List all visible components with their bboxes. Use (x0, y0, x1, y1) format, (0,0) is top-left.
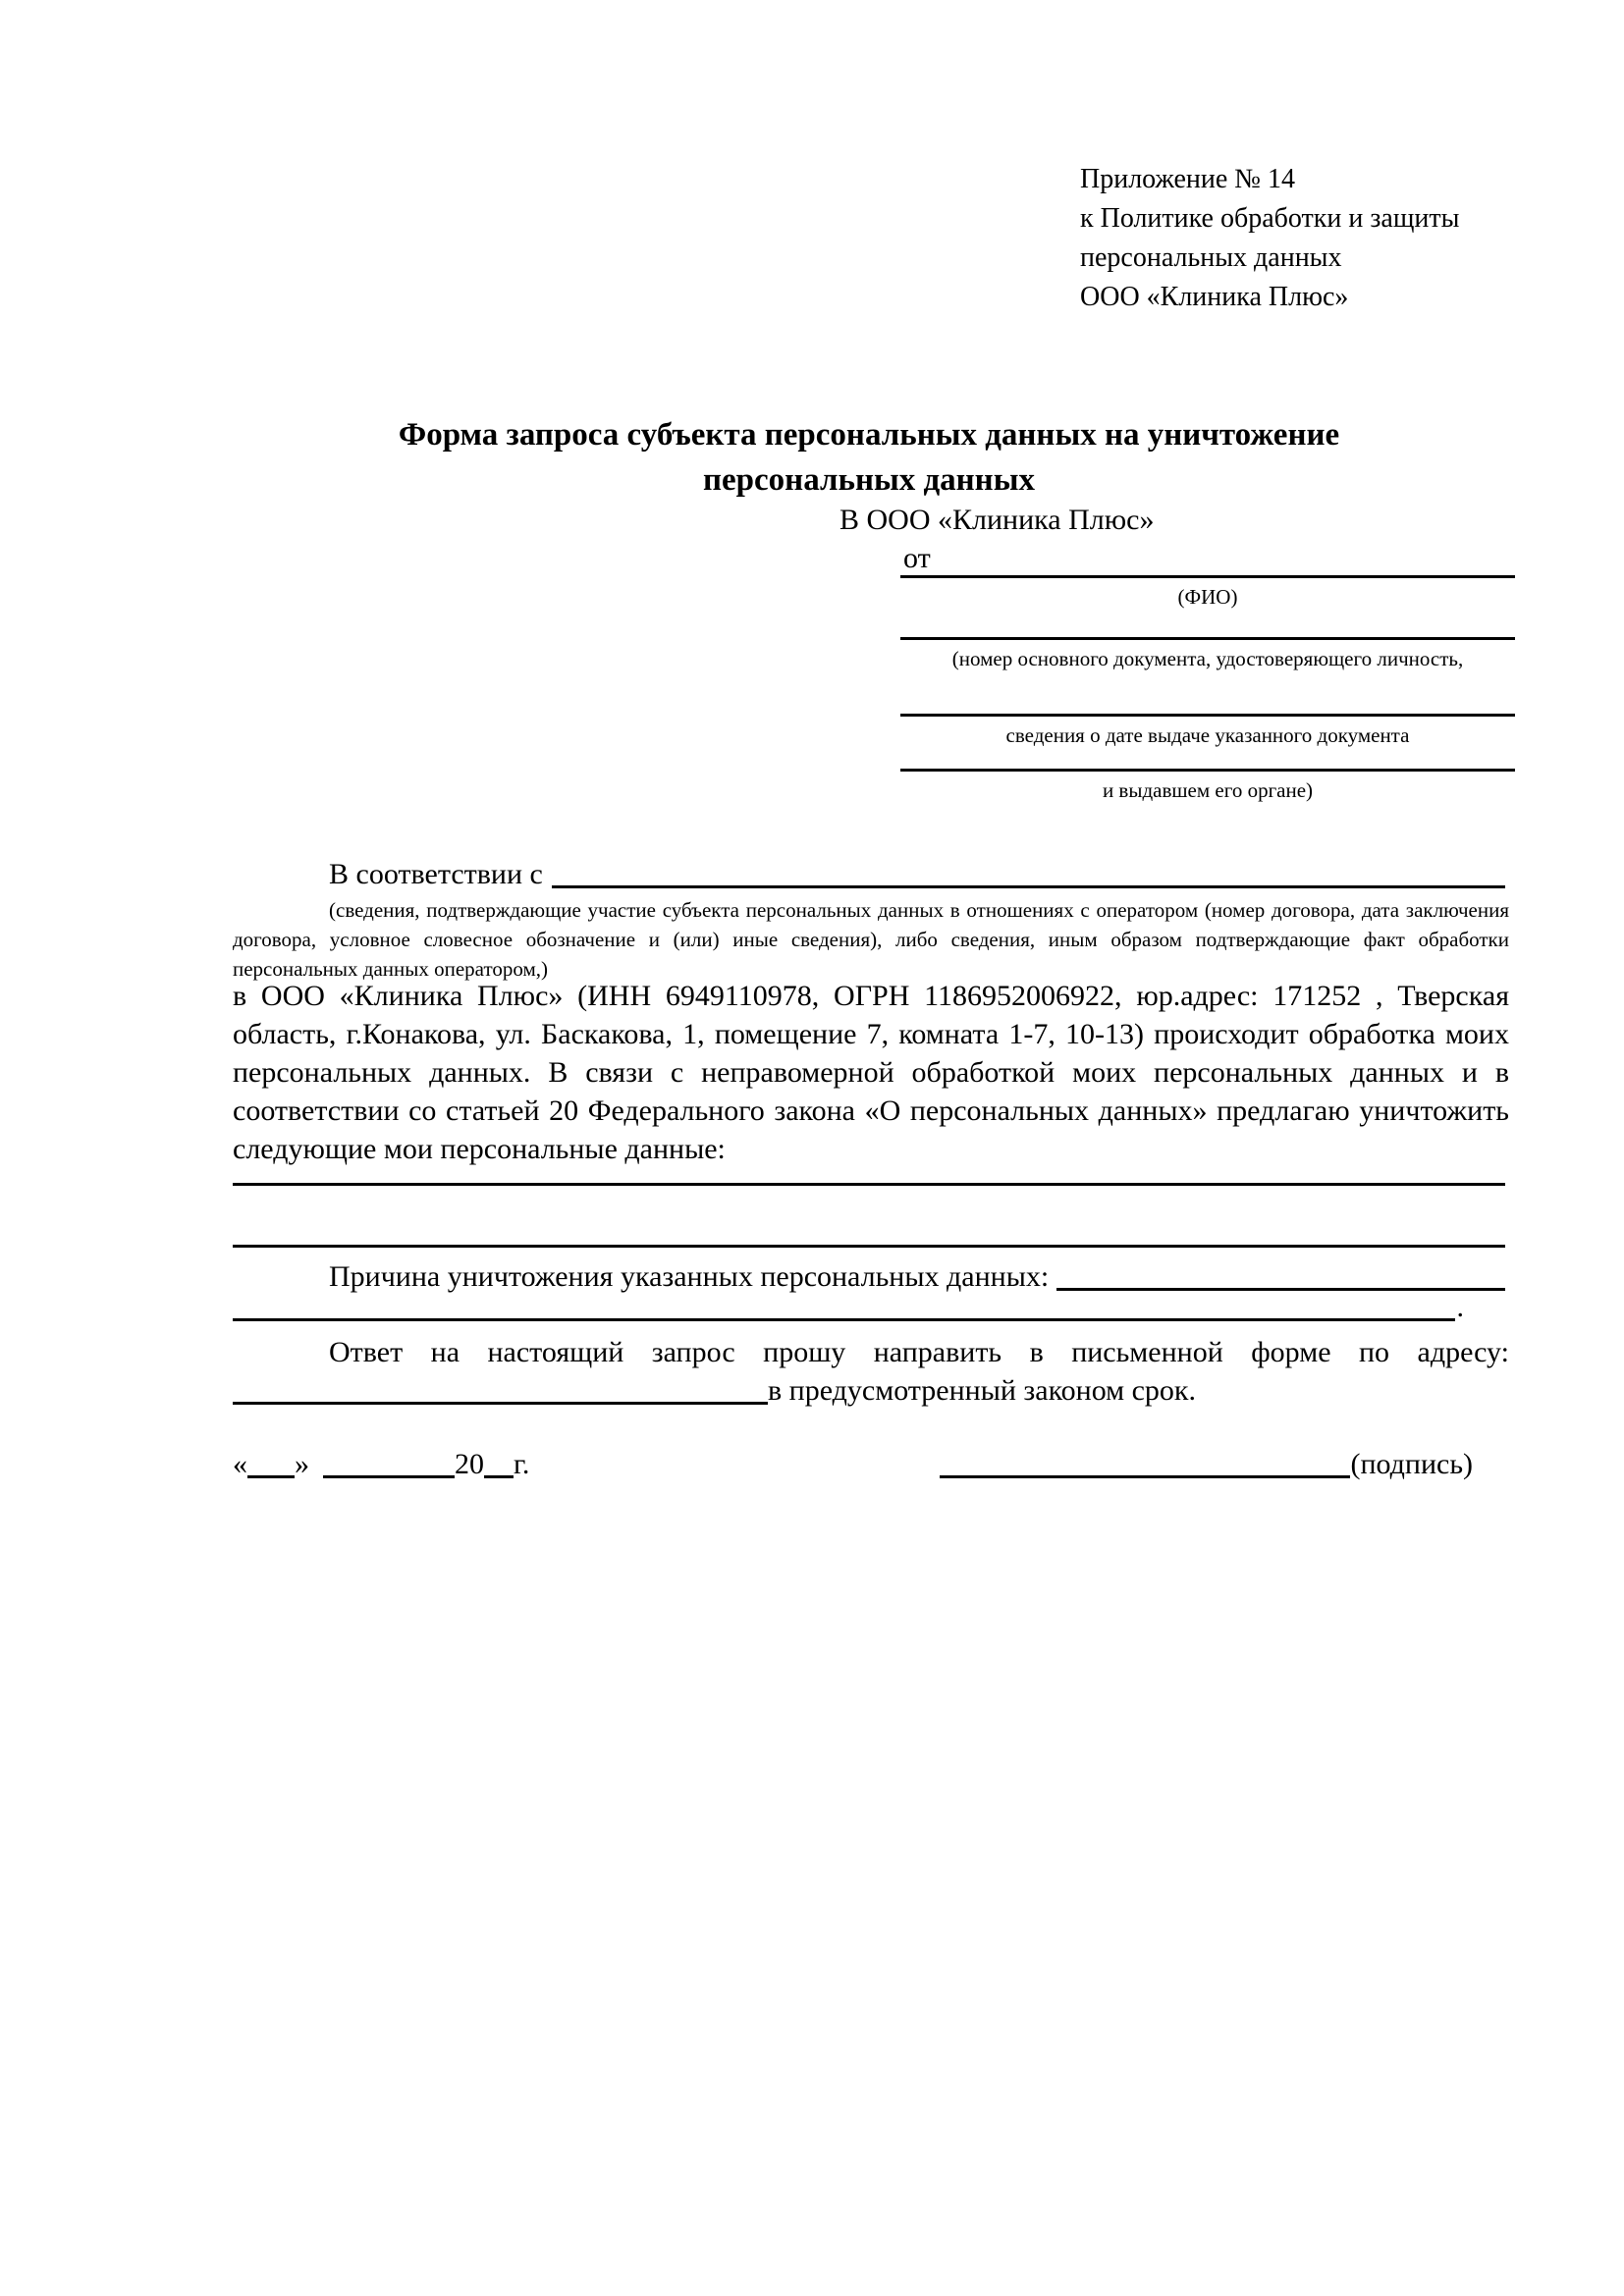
title-line: Форма запроса субъекта персональных данных на уничтожение (398, 417, 1340, 453)
annex-line: к Политике обработки и защиты (1080, 203, 1460, 234)
date-signature-row (233, 1445, 1505, 1483)
signature-blank-line (940, 1475, 1350, 1478)
period-mark: . (1456, 1291, 1464, 1323)
fio-blank-line (900, 575, 1515, 578)
year-blank-line (484, 1475, 514, 1478)
accordance-blank-line (552, 885, 1505, 888)
identity-document-field (900, 637, 1515, 672)
annex-line: Приложение № 14 (1080, 164, 1295, 194)
fio-field (900, 575, 1515, 611)
spacer (529, 1445, 940, 1483)
annex-line: персональных данных (1080, 242, 1342, 273)
close-quote: » (295, 1448, 309, 1480)
identity-document-blank-line (900, 637, 1515, 640)
response-deadline-text: в предусмотренный законом срок. (768, 1374, 1196, 1407)
title-line: персональных данных (703, 462, 1035, 498)
issue-date-field (900, 714, 1515, 749)
addressee-organization: В ООО «Клиника Плюс» (839, 504, 1155, 536)
main-paragraph: в ООО «Клиника Плюс» (ИНН 6949110978, ОГРН 1186952006922, юр.адрес: 171252 , Тверская область, г.Конакова, ул. Баскакова, 1, помещение 7, комната 1-7, 10-13) происходит обработка моих персональных данных. В связи с неправомерной обработкой моих персональных данных и в соответствии со статьей 20 Федерального закона «О персональных данных» предлагаю уничтожить следующие мои персональные данные: (233, 980, 1509, 1165)
date-group (233, 1445, 529, 1483)
response-address-row (233, 1371, 1505, 1410)
reason-lead: Причина уничтожения указанных персональных данных: (329, 1260, 1050, 1293)
day-blank-line (247, 1475, 295, 1478)
annex-block (1080, 160, 1459, 317)
form-title (233, 412, 1505, 503)
accordance-lead: В соответствии с (329, 858, 543, 890)
issue-date-caption: сведения о дате выдаче указанного документа (1005, 723, 1410, 747)
open-quote: « (233, 1448, 247, 1480)
issuing-authority-blank-line (900, 769, 1515, 772)
reason-continuation-row (233, 1288, 1505, 1326)
signature-group (940, 1445, 1473, 1483)
annex-line: ООО «Клиника Плюс» (1080, 282, 1349, 312)
fio-caption: (ФИО) (1177, 585, 1238, 609)
signature-caption: (подпись) (1350, 1448, 1473, 1480)
reason-continuation-blank-line (233, 1318, 1455, 1321)
year-suffix-label: г. (514, 1448, 530, 1480)
issue-date-blank-line (900, 714, 1515, 717)
personal-data-blank-line (233, 1183, 1505, 1186)
identity-document-caption: (номер основного документа, удостоверяющего личность, (951, 647, 1464, 670)
response-request-line: Ответ на настоящий запрос прошу направить в письменной форме по адресу: (329, 1336, 1509, 1368)
addressee-from-label: от (903, 542, 931, 574)
issuing-authority-caption: и выдавшем его органе) (1102, 778, 1314, 802)
personal-data-blank-line (233, 1245, 1505, 1248)
accordance-row (233, 855, 1505, 893)
address-blank-line (233, 1402, 768, 1405)
month-blank-line (323, 1475, 455, 1478)
year-prefix: 20 (455, 1448, 484, 1480)
issuing-authority-field (900, 769, 1515, 804)
accordance-note: (сведения, подтверждающие участие субъекта персональных данных в отношениях с оператором (номер договора, дата заключения договора, условное словесное обозначение и (или) иные сведения), либо сведения, иным образом подтверждающие факт обработки персональных данных оператором,) (233, 898, 1509, 981)
